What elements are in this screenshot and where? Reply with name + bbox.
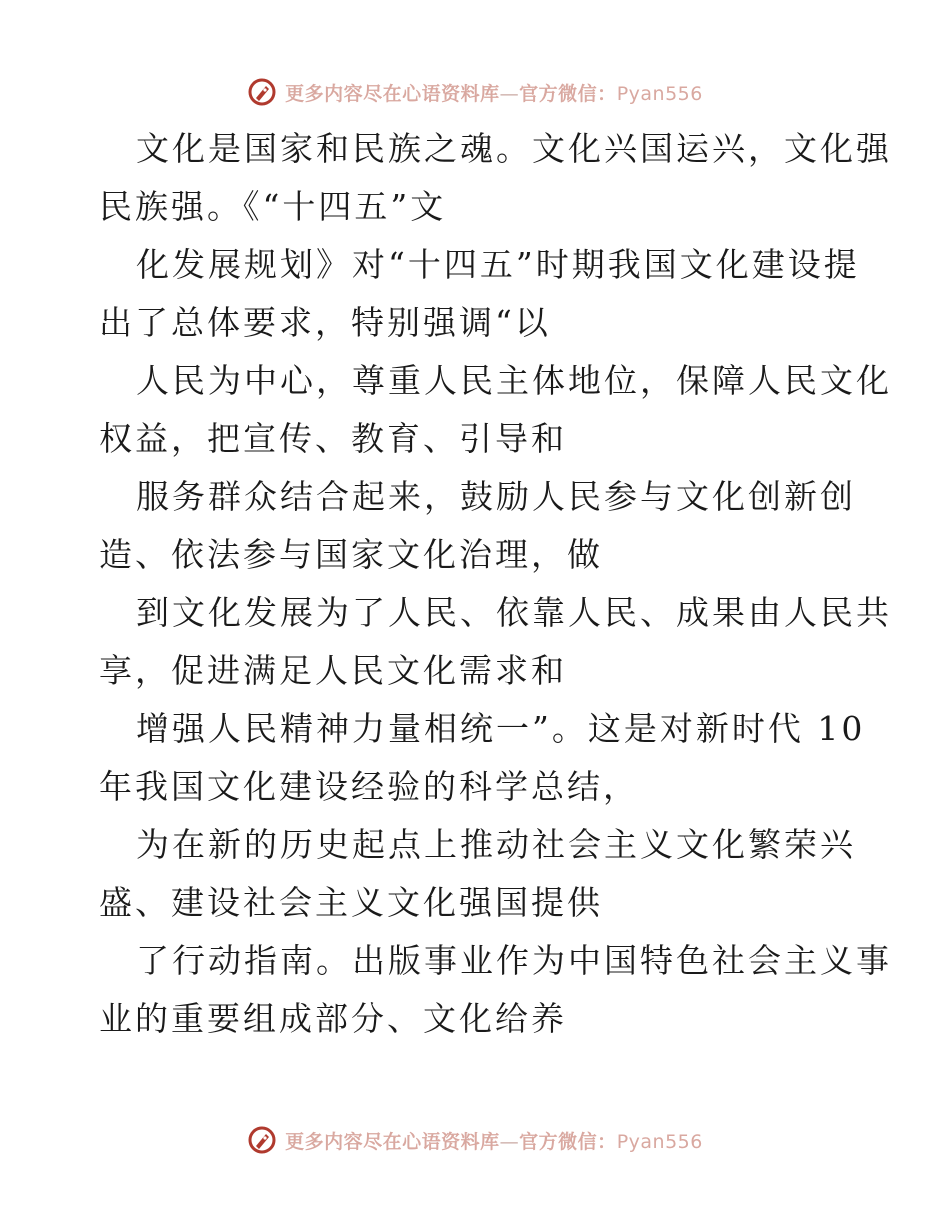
paragraph <box>0 120 950 236</box>
watermark-main-text: 更多内容尽在心语资料库 <box>285 1130 500 1153</box>
paragraph <box>0 236 950 352</box>
watermark-account-id: Pyan556 <box>616 82 703 105</box>
paragraph-line: 出了总体要求，特别强调“以 <box>99 303 551 342</box>
paragraph <box>0 352 950 468</box>
paragraph <box>0 700 950 816</box>
footer-watermark <box>0 1120 950 1160</box>
watermark-text <box>285 1127 703 1154</box>
watermark-separator: — <box>499 82 520 105</box>
paragraph <box>0 468 950 584</box>
header-watermark <box>0 72 950 112</box>
paragraph-line: 盛、建设社会主义文化强国提供 <box>99 883 603 922</box>
paragraph-line: 化发展规划》对“十四五”时期我国文化建设提 <box>136 245 860 284</box>
watermark-main-text: 更多内容尽在心语资料库 <box>285 82 500 105</box>
paragraph-line: 为在新的历史起点上推动社会主义文化繁荣兴 <box>136 825 856 864</box>
watermark-text <box>285 79 703 106</box>
paragraph-line: 造、依法参与国家文化治理，做 <box>99 535 603 574</box>
paragraph <box>0 584 950 700</box>
watermark-account-label: 官方微信： <box>519 82 617 105</box>
paragraph-line: 年我国文化建设经验的科学总结， <box>99 767 639 806</box>
paragraph-line: 到文化发展为了人民、依靠人民、成果由人民共 <box>136 593 892 632</box>
paragraph-line: 民族强。《“十四五”文 <box>99 187 447 226</box>
paragraph <box>0 932 950 1048</box>
paragraph-line: 文化是国家和民族之魂。文化兴国运兴，文化强 <box>136 129 892 168</box>
paragraph-line: 权益，把宣传、教育、引导和 <box>99 419 567 458</box>
paragraph-line: 享，促进满足人民文化需求和 <box>99 651 567 690</box>
document-body <box>0 120 950 1048</box>
paragraph-line: 业的重要组成部分、文化给养 <box>99 999 567 1038</box>
paragraph <box>0 816 950 932</box>
paragraph-line: 服务群众结合起来，鼓励人民参与文化创新创 <box>136 477 856 516</box>
watermark-account-label: 官方微信： <box>519 1130 617 1153</box>
paragraph-line: 了行动指南。出版事业作为中国特色社会主义事 <box>136 941 892 980</box>
watermark-separator: — <box>499 1130 520 1153</box>
watermark-account-id: Pyan556 <box>616 1130 703 1153</box>
pen-nib-icon <box>247 77 277 107</box>
paragraph-line: 人民为中心，尊重人民主体地位，保障人民文化 <box>136 361 892 400</box>
paragraph-line: 增强人民精神力量相统一”。这是对新时代 10 <box>136 709 866 748</box>
pen-nib-icon <box>247 1125 277 1155</box>
